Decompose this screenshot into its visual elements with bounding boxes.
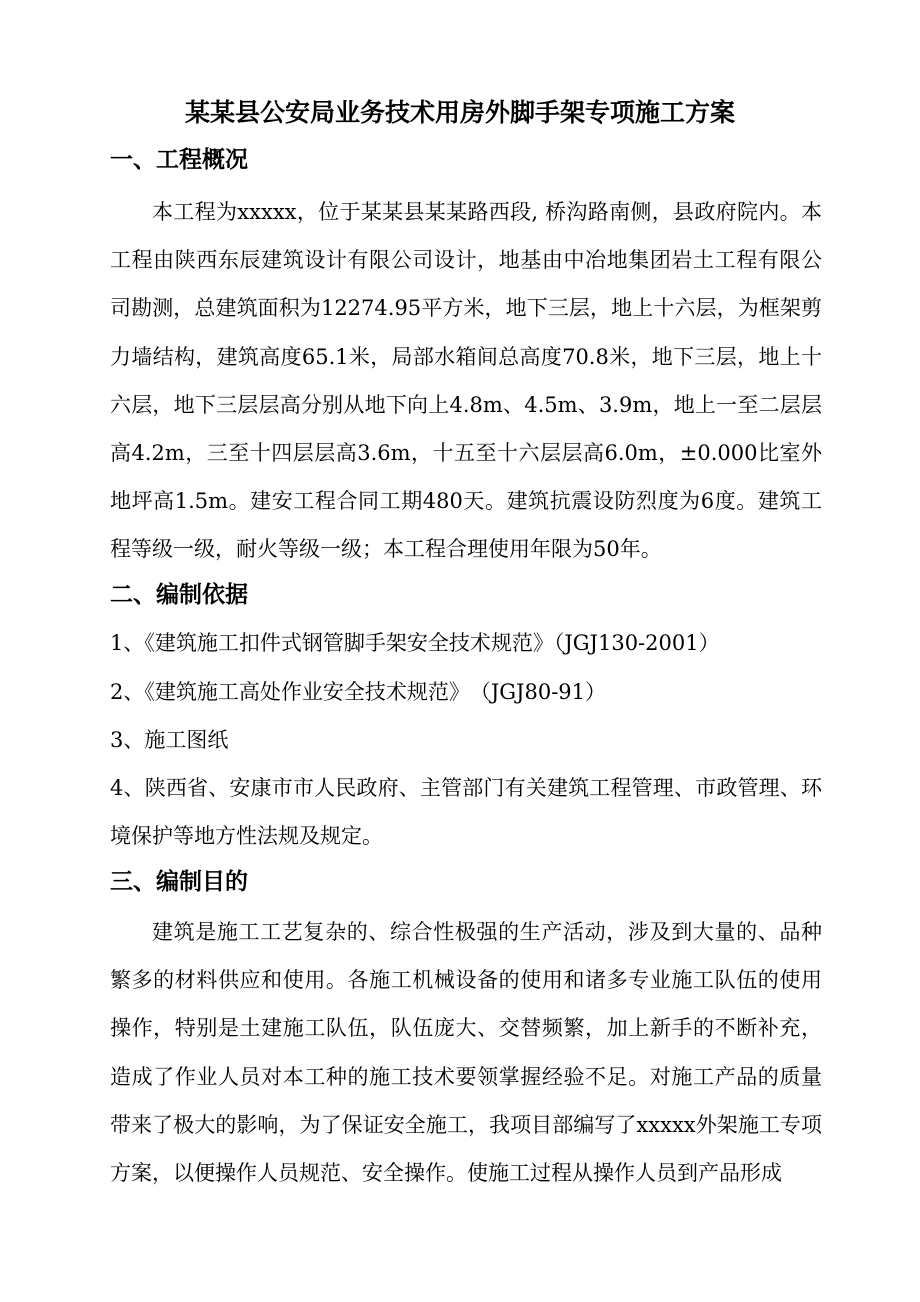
basis-item-3: 3、施工图纸 bbox=[110, 728, 229, 752]
section-heading-overview: 一、工程概况 bbox=[110, 147, 248, 173]
basis-item-1: 1、《建筑施工扣件式钢管脚手架安全技术规范》（JGJ130-2001） bbox=[110, 631, 720, 655]
basis-item-4: 4、陕西省、安康市市人民政府、主管部门有关建筑工程管理、市政管理、环境保护等地方性法规及规定。 bbox=[110, 776, 822, 849]
overview-paragraph: 本工程为xxxxx，位于某某县某某路西段, 桥沟路南侧，县政府院内。本工程由陕西东辰建筑设计有限公司设计，地基由中冶地集团岩土工程有限公司勘测，总建筑面积为12274.95平方米，地下三层，地上十六层，为框架剪力墙结构，建筑高度65.1米，局部水箱间总高度70.8米，地下三层，地上十六层，地下三层层高分别从地下向上4.8m、4.5m、3.9m，地上一至二层层高4.2m，三至十四层层高3.6m，十五至十六层层高6.0m，±0.000比室外地坪高1.5m。建安工程合同工期480天。建筑抗震设防烈度为6度。建筑工程等级一级，耐火等级一级；本工程合理使用年限为50年。 bbox=[110, 200, 822, 562]
basis-item-2: 2、《建筑施工高处作业安全技术规范》 （JGJ80-91） bbox=[110, 680, 607, 704]
section-heading-basis: 二、编制依据 bbox=[110, 582, 248, 608]
document-title: 某某县公安局业务技术用房外脚手架专项施工方案 bbox=[184, 98, 735, 127]
purpose-paragraph: 建筑是施工工艺复杂的、综合性极强的生产活动，涉及到大量的、品种繁多的材料供应和使用。各施工机械设备的使用和诸多专业施工队伍的使用操作，特别是土建施工队伍，队伍庞大、交替频繁，加上新手的不断补充，造成了作业人员对本工种的施工技术要领掌握经验不足。对施工产品的质量带来了极大的影响，为了保证安全施工，我项目部编写了xxxxx外架施工专项方案，以便操作人员规范、安全操作。使施工过程从操作人员到产品形成 bbox=[110, 920, 822, 1186]
section-heading-purpose: 三、编制目的 bbox=[110, 869, 248, 895]
